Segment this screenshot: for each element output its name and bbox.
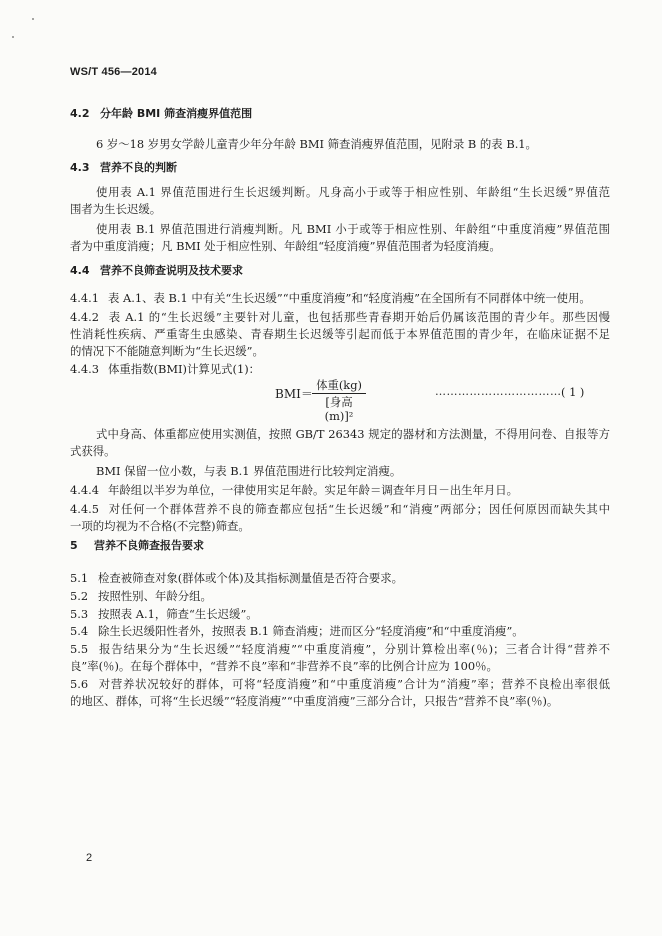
clause-5-6-line1: 5.6 对营养状况较好的群体，可将“轻度消瘦”和“中重度消瘦”合计为“消瘦”率；营养不良检出率很低 — [70, 677, 610, 691]
formula-lhs: BMI＝ — [275, 387, 313, 401]
formula-note-line3: BMI 保留一位小数，与表 B.1 界值范围进行比较判定消瘦。 — [96, 464, 402, 478]
clause-5-5-line2: 良”率(％)。在每个群体中，“营养不良”率和“非营养不良”率的比例合计应为 100％。 — [70, 659, 498, 673]
clause-4-4-2-line3: 的情况下不能随意判断为“生长迟缓”。 — [70, 344, 264, 358]
clause-4-4-4: 4.4.4 年龄组以半岁为单位，一律使用实足年龄。实足年龄＝调查年月日－出生年月日。 — [70, 483, 519, 497]
bmi-formula — [275, 378, 615, 423]
clause-4-4-2-line2: 性消耗性疾病、严重寄生虫感染、青春期生长迟缓等引起而低于本界值范围的青少年，在临床证据不足 — [70, 327, 610, 341]
standard-code: WS/T 456—2014 — [70, 66, 157, 78]
clause-5-6-line2: 的地区、群体，可将“生长迟缓”“轻度消瘦”“中重度消瘦”三部分合计，只报告“营养不良”率(％)。 — [70, 694, 559, 708]
formula-note-line2: 式获得。 — [70, 444, 116, 458]
clause-4-4-5-line1: 4.4.5 对任何一个群体营养不良的筛查都应包括“生长迟缓”和“消瘦”两部分；因任何原因而缺失其中 — [70, 502, 610, 516]
scan-speck — [32, 18, 34, 20]
section-4-2-heading: 4.2 分年龄 BMI 筛查消瘦界值范围 — [70, 107, 253, 120]
clause-4-4-1: 4.4.1 表 A.1、表 B.1 中有关“生长迟缓”“中重度消瘦”和“轻度消瘦”在全国所有不同群体中统一使用。 — [70, 291, 591, 305]
section-4-2-body: 6 岁～18 岁男女学龄儿童青少年分年龄 BMI 筛查消瘦界值范围，见附录 B 的表 B.1。 — [96, 137, 537, 151]
clause-4-4-3: 4.4.3 体重指数(BMI)计算见式(1)： — [70, 362, 261, 376]
section-4-3-para1-line1: 使用表 A.1 界值范围进行生长迟缓判断。凡身高小于或等于相应性别、年龄组“生长迟缓”界值范 — [96, 185, 610, 199]
section-4-3-para1-line2: 围者为生长迟缓。 — [70, 202, 162, 216]
clause-5-2: 5.2 按照性别、年龄分组。 — [70, 589, 212, 603]
formula-number: ( 1 ) — [561, 385, 585, 399]
formula-numerator: 体重(kg) — [316, 378, 362, 392]
formula-note-line1: 式中身高、体重都应使用实测值，按照 GB/T 26343 规定的器材和方法测量，不得用问卷、自报等方 — [96, 427, 610, 441]
formula-leader-dots: …………………………… — [435, 385, 562, 398]
page-number: 2 — [86, 852, 93, 864]
clause-5-5-line1: 5.5 报告结果分为“生长迟缓”“轻度消瘦”“中重度消瘦”，分别计算检出率(％)；三者合计得“营养不 — [70, 642, 610, 656]
clause-5-4: 5.4 除生长迟缓阳性者外，按照表 B.1 筛查消瘦；进而区分“轻度消瘦”和“中重度消瘦”。 — [70, 624, 524, 638]
clause-4-4-5-line2: 一项的均视为不合格(不完整)筛查。 — [70, 519, 250, 533]
section-4-3-heading: 4.3 营养不良的判断 — [70, 161, 177, 174]
section-4-4-heading: 4.4 营养不良筛查说明及技术要求 — [70, 264, 243, 277]
fraction-bar — [312, 393, 366, 394]
formula-denominator: [身高(m)]² — [324, 395, 354, 423]
section-4-3-para2-line1: 使用表 B.1 界值范围进行消瘦判断。凡 BMI 小于或等于相应性别、年龄组“中重度消瘦”界值范围 — [96, 222, 610, 236]
scan-speck — [12, 36, 14, 38]
section-5-heading: 5 营养不良筛查报告要求 — [70, 539, 204, 552]
clause-5-3: 5.3 按照表 A.1，筛查“生长迟缓”。 — [70, 607, 258, 621]
section-4-3-para2-line2: 者为中重度消瘦；凡 BMI 处于相应性别、年龄组“轻度消瘦”界值范围者为轻度消瘦。 — [70, 239, 501, 253]
clause-5-1: 5.1 检查被筛查对象(群体或个体)及其指标测量值是否符合要求。 — [70, 571, 404, 585]
formula-fraction — [312, 378, 366, 423]
clause-4-4-2-line1: 4.4.2 表 A.1 的“生长迟缓”主要针对儿童，也包括那些青春期开始后仍属该范围的青少年。那些因慢 — [70, 310, 610, 324]
